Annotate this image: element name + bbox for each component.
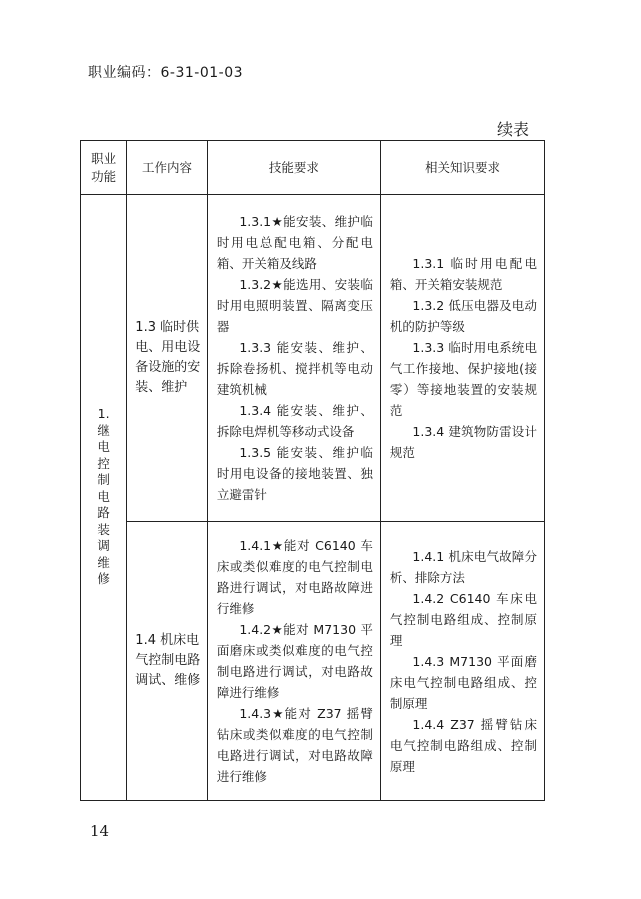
knowledge-item: 1.3.1 临时用电配电箱、开关箱安装规范: [389, 256, 537, 292]
knowledge-item: 1.4.1 机床电气故障分析、排除方法: [389, 548, 537, 585]
skill-item: 1.4.1★能对 C6140 车床或类似难度的电气控制电路进行调试，对电路故障进行维修: [216, 538, 373, 616]
knowledge-cell: [380, 522, 544, 801]
skill-item: 1.3.1★能安装、维护临时用电总配电箱、分配电箱、开关箱及线路: [216, 214, 373, 271]
knowledge-item: 1.3.4 建筑物防雷设计规范: [389, 424, 537, 460]
skills-table: [80, 140, 545, 801]
skill-item: 1.3.2★能选用、安装临时用电照明装置、隔离变压器: [216, 277, 373, 334]
skill-item: 1.4.2★能对 M7130 平面磨床或类似难度的电气控制电路进行调试，对电路故障进行维修: [216, 622, 373, 700]
work-content-cell: 1.3 临时供电、用电设备设施的安装、维护: [127, 195, 208, 522]
function-text: 1.继电控制电路装调维修: [97, 406, 110, 586]
table-row: [81, 522, 545, 801]
knowledge-cell: [380, 195, 544, 522]
skill-item: 1.3.4 能安装、维护、拆除电焊机等移动式设备: [216, 403, 373, 439]
header-function: [81, 141, 127, 195]
table-header-row: [81, 141, 545, 195]
occupation-code: 职业编码：6-31-01-03: [88, 65, 244, 81]
header-work: 工作内容: [127, 141, 208, 195]
knowledge-item: 1.4.4 Z37 摇臂钻床电气控制电路组成、控制原理: [389, 716, 537, 774]
skills-cell: [207, 522, 380, 801]
skills-cell: [207, 195, 380, 522]
knowledge-item: 1.4.2 C6140 车床电气控制电路组成、控制原理: [389, 590, 537, 648]
skill-item: 1.3.5 能安装、维护临时用电设备的接地装置、独立避雷针: [216, 445, 373, 502]
skill-item: 1.3.3 能安装、维护、拆除卷扬机、搅拌机等电动建筑机械: [216, 340, 373, 397]
skill-item: 1.4.3★能对 Z37 摇臂钻床或类似难度的电气控制电路进行调试，对电路故障进行维修: [216, 706, 373, 784]
knowledge-item: 1.3.3 临时用电系统电气工作接地、保护接地(接零）等接地装置的安装规范: [389, 340, 537, 418]
page-number: 14: [90, 822, 110, 840]
knowledge-item: 1.3.2 低压电器及电动机的防护等级: [389, 298, 537, 334]
function-cell: [81, 195, 127, 801]
work-content-cell: 1.4 机床电气控制电路调试、维修: [127, 522, 208, 801]
continued-label: 续表: [497, 120, 530, 139]
header-knowledge: 相关知识要求: [380, 141, 544, 195]
header-function-text: 职业 功能: [91, 150, 117, 184]
knowledge-item: 1.4.3 M7130 平面磨床电气控制电路组成、控制原理: [389, 653, 537, 711]
table-row: [81, 195, 545, 522]
header-skills: 技能要求: [207, 141, 380, 195]
